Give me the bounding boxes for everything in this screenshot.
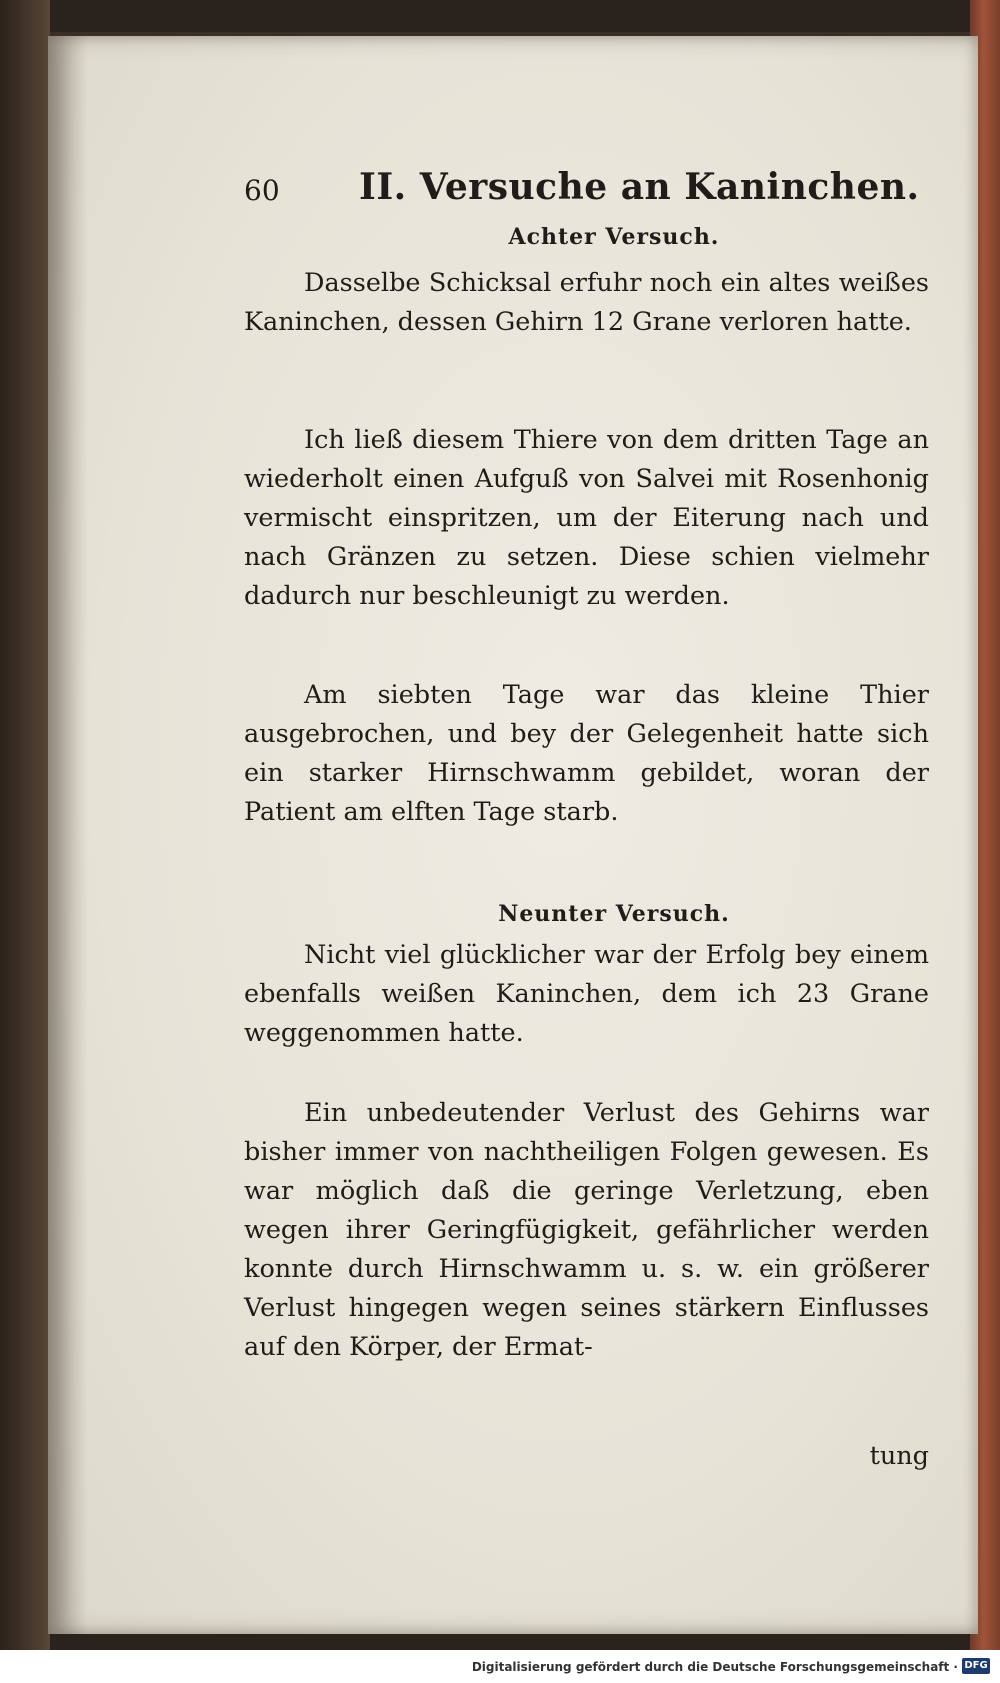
- paragraph-5: Ein unbedeutender Verlust des Gehirns war bisher immer von nachtheiligen Folgen gewesen. Es war möglich daß die geringe Verletzung, eben wegen ihrer Geringfügigkeit, gefährlicher werden konnte durch Hirnschwamm u. s. w. ein größerer Verlust hingegen wegen seines stärkern Einflusses auf den Körper, der Ermat-: [244, 1098, 929, 1362]
- funding-credit: Digitalisierung gefördert durch die Deutsche Forschungsgemeinschaft ·: [471, 1660, 958, 1674]
- page-gutter-shadow: [48, 36, 88, 1634]
- paragraph-2: Ich ließ diesem Thiere von dem dritten Tage an wiederholt einen Aufguß von Salvei mit Rosenhonig vermischt einspritzen, um der Eiterung nach und nach Gränzen zu setzen. Diese schien vielmehr dadurch nur beschleunigt zu werden.: [244, 425, 929, 611]
- book-page: [48, 36, 978, 1634]
- section-heading-neunter: Neunter Versuch.: [498, 901, 730, 927]
- page-number: 60: [244, 174, 280, 207]
- paragraph-4: Nicht viel glücklicher war der Erfolg bey einem ebenfalls weißen Kaninchen, dem ich 23 Grane weggenommen hatte.: [244, 940, 929, 1048]
- catchword: tung: [869, 1441, 929, 1471]
- book-board-left: [0, 0, 50, 1650]
- paragraph-3: Am siebten Tage war das kleine Thier ausgebrochen, und bey der Gelegenheit hatte sich ein starker Hirnschwamm gebildet, woran der Patient am elften Tage starb.: [244, 680, 929, 827]
- dfg-logo-icon: DFG: [962, 1658, 990, 1674]
- running-head: II. Versuche an Kaninchen.: [359, 166, 920, 208]
- digitization-footer: [0, 1650, 1000, 1683]
- page-header: [244, 166, 984, 216]
- section-heading-achter: Achter Versuch.: [508, 224, 720, 250]
- book-board-top: [0, 0, 1000, 32]
- paragraph-1: Dasselbe Schicksal erfuhr noch ein altes weißes Kaninchen, dessen Gehirn 12 Grane verloren hatte.: [244, 268, 929, 337]
